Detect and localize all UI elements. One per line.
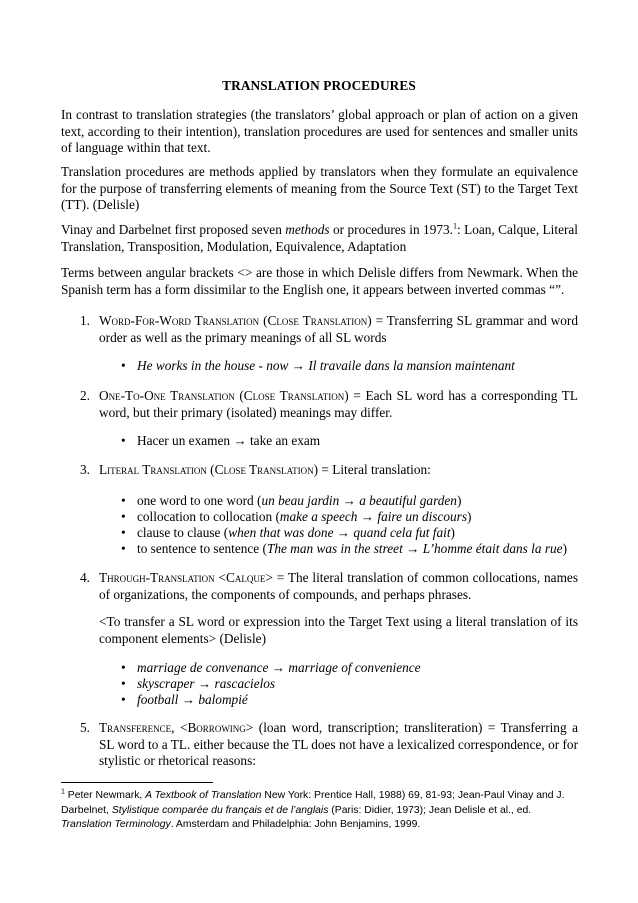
bullet-icon: • [121, 509, 126, 524]
list-item-word-for-word: Word-For-Word Translation (Close Translation) = Transferring SL grammar and word order as well as the primary meanings of all SL words [99, 313, 578, 345]
bullet-icon: • [121, 525, 126, 540]
footnote-reference[interactable]: 1 [452, 221, 457, 231]
list-item-one-to-one: One-To-One Translation (Close Translation) = Each SL word has a corresponding TL word, but their primary (isolated) meanings may differ. [99, 388, 579, 420]
example-item: marriage de convenance → marriage of convenience [137, 660, 421, 675]
list-item-number: 4. [80, 570, 90, 585]
delisle-definition: <To transfer a SL word or expression into the Target Text using a literal translation of its component elements> (Delisle) [99, 614, 578, 646]
example-item: football → balompié [137, 692, 248, 707]
example-item: to sentence to sentence (The man was in the street → L’homme était dans la rue) [137, 541, 567, 556]
example-item: one word to one word (un beau jardin → a beautiful garden) [137, 493, 462, 508]
bullet-icon: • [121, 541, 126, 556]
bullet-icon: • [121, 692, 126, 707]
list-item-number: 5. [80, 720, 90, 735]
list-item-transference: Transference, <Borrowing> (loan word, transcription; transliteration) = Transferring a SL word to a TL. either because the TL does not have a lexicalized correspondence, or for stylistic or rhetorical reasons: [99, 720, 578, 768]
list-item-number: 2. [80, 388, 90, 403]
bullet-icon: • [121, 493, 126, 508]
bullet-icon: • [121, 358, 126, 373]
example-item: clause to clause (when that was done → quand cela fut fait) [137, 525, 455, 540]
bullet-icon: • [121, 676, 126, 691]
list-item-through-translation: Through-Translation <Calque> = The literal translation of common collocations, names of organizations, the components of compounds, and perhaps phrases. [99, 570, 579, 602]
page-title: TRANSLATION PROCEDURES [222, 78, 416, 93]
list-item-literal: Literal Translation (Close Translation) = Literal translation: [99, 462, 431, 477]
list-item-number: 1. [80, 313, 90, 328]
term-heading: Literal Translation (Close Translation) [99, 462, 319, 477]
example-item: He works in the house - now → Il travaile dans la mansion maintenant [137, 358, 515, 373]
intro-paragraph: In contrast to translation strategies (the translators’ global approach or plan of action on a given text, according to their intention), translation procedures are used for sentences and smaller units of language within that text. [61, 107, 578, 155]
procedures-definition-paragraph: Translation procedures are methods applied by translators when they formulate an equivalence for the purpose of transferring elements of meaning from the Source Text (ST) to the Target Text (TT). (Delisle) [61, 164, 578, 212]
example-item: collocation to collocation (make a speech → faire un discours) [137, 509, 472, 524]
bullet-icon: • [121, 433, 126, 448]
term-heading: Transference, <Borrowing> [99, 720, 254, 735]
list-item-number: 3. [80, 462, 90, 477]
footnote-divider [61, 782, 213, 783]
term-heading: One-To-One Translation (Close Translation) [99, 388, 349, 403]
term-heading: Through-Translation <Calque> [99, 570, 273, 585]
bullet-icon: • [121, 660, 126, 675]
vinay-darbelnet-paragraph: Vinay and Darbelnet first proposed seven methods or procedures in 1973.$^1$: Loan, Calque, Literal Translation, Transposition, Modulation, Equivalence, Adaptation [61, 221, 578, 254]
footnote-number: 1 [61, 788, 65, 796]
footnote: $^1$ Peter Newmark, A Textbook of Translation New York: Prentice Hall, 1988) 69, 81-93; Jean-Paul Vinay and J. Darbelnet, Stylistique comparée du français et de l’anglais (Paris: Didier, 1973); Jean Delisle et al., ed. Translation Terminology. Amsterdam and Philadelphia: John Benjamins, 1999. [61, 788, 565, 830]
example-item: skyscraper → rascacielos [137, 676, 276, 691]
example-item: Hacer un examen → take an exam [137, 433, 321, 448]
angular-brackets-paragraph: Terms between angular brackets <> are those in which Delisle differs from Newmark. When the Spanish term has a form dissimilar to the English one, it appears between inverted commas “”. [61, 265, 578, 297]
term-heading: Word-For-Word Translation (Close Translation) [99, 313, 372, 328]
